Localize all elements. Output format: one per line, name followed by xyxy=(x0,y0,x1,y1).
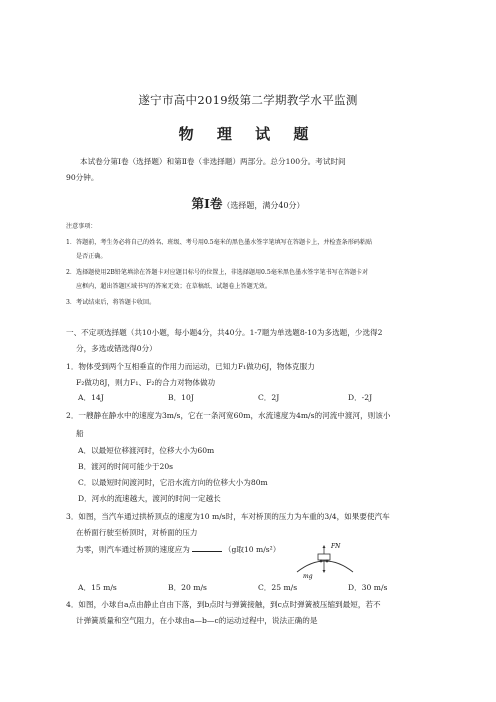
q3-option-c: C．25 m/s xyxy=(258,583,298,592)
notes-item: 1．答题前，考生务必将自己的姓名、班级、考号用0.5毫米的黑色墨水签字笔填写在答题卡上，并检查条形码粘贴 xyxy=(66,239,373,246)
q1-option-c: C．2J xyxy=(258,393,280,402)
part1-heading-line-2: 分，多选或错选得0分） xyxy=(76,344,157,353)
q3-option-d: D．30 m/s xyxy=(348,583,388,592)
notes-item: 是否正确。 xyxy=(76,253,107,260)
q4-stem-line-2: 计弹簧质量和空气阻力，在小球由a—b—c的运动过程中，说法正确的是 xyxy=(76,616,318,625)
section-heading xyxy=(0,197,496,213)
q1-option-a: A．14J xyxy=(78,393,104,402)
q3-stem-line-2: 在桥面行驶至桥顶时，对桥面的压力 xyxy=(76,528,198,537)
car-wheel xyxy=(326,560,329,563)
force-label: FN xyxy=(331,543,341,550)
q3-hint: （g取10 m/s²） xyxy=(223,545,281,554)
q2-option-c: C．以最短时间渡河时，它沿水流方向的位移大小为80m xyxy=(78,478,268,487)
q1-option-b: B．10J xyxy=(168,393,194,402)
intro-line-1: 本试卷分第Ⅰ卷（选择题）和第Ⅱ卷（非选择题）两部分。总分100分。考试时间 xyxy=(80,157,346,166)
section-title: 第Ⅰ卷 xyxy=(191,196,223,211)
weight-label: mg xyxy=(303,573,313,580)
subject-title: 物 理 试 题 xyxy=(178,125,318,143)
q1-option-d: D．-2J xyxy=(348,393,373,402)
q3-stem-line-1: 3．如图，当汽车通过拱桥顶点的速度为10 m/s时，车对桥顶的压力为车重的3/4，如果要使汽车 xyxy=(66,512,390,521)
car-body xyxy=(318,554,330,560)
q2-option-d: D．河水的流速越大，渡河的时间一定越长 xyxy=(78,494,221,503)
arch-bridge-figure xyxy=(295,542,355,580)
q1-stem-line-1: 1．物体受到两个互相垂直的作用力而运动，已知力F₁做功6J，物体克服力 xyxy=(66,362,315,371)
q4-stem-line-1: 4．如图，小球自a点由静止自由下落，到b点时与弹簧接触，到c点时弹簧被压缩到最短，若不 xyxy=(66,600,381,609)
school-title: 遂宁市高中2019级第二学期教学水平监测 xyxy=(138,93,358,107)
notes-item: 2．选择题使用2B铅笔填涂在答题卡对应题目标号的位置上，非选择题用0.5毫米黑色墨水签字笔书写在答题卡对 xyxy=(66,269,369,276)
weight-arrowhead xyxy=(323,570,326,573)
normal-force-arrowhead xyxy=(323,545,326,548)
notes-heading: 注意事项： xyxy=(66,223,97,230)
q3-option-b: B．20 m/s xyxy=(168,583,207,592)
q2-stem-line-2: 船 xyxy=(76,429,84,438)
q2-option-a: A．以最短位移渡河时，位移大小为60m xyxy=(78,446,215,455)
q2-stem-line-1: 2．一艘静在静水中的速度为3m/s，它在一条河宽60m，水流速度为4m/s的河流中渡河，则该小 xyxy=(66,411,391,420)
part1-heading-line-1: 一、不定项选择题（共10小题，每小题4分，共40分。1-7题为单选题8-10为多选题，少选得2 xyxy=(66,328,383,337)
car-wheel xyxy=(320,560,323,563)
section-subtitle: （选择题，满分40分） xyxy=(222,201,305,210)
notes-item: 3．考试结束后，将答题卡收回。 xyxy=(66,299,156,306)
answer-blank xyxy=(192,544,222,552)
q3-option-a: A．15 m/s xyxy=(78,583,117,592)
q2-option-b: B．渡河的时间可能少于20s xyxy=(78,462,174,471)
q3-stem-text: 为零，则汽车通过桥顶的速度应为 xyxy=(76,545,190,554)
notes-item: 应框内，超出答题区域书写的答案无效；在草稿纸、试题卷上答题无效。 xyxy=(76,283,271,290)
q1-stem-line-2: F₂做功8J，则力F₁、F₂的合力对物体做功 xyxy=(76,378,216,387)
intro-line-2: 90分钟。 xyxy=(66,173,99,182)
q3-stem-line-3 xyxy=(76,544,280,555)
